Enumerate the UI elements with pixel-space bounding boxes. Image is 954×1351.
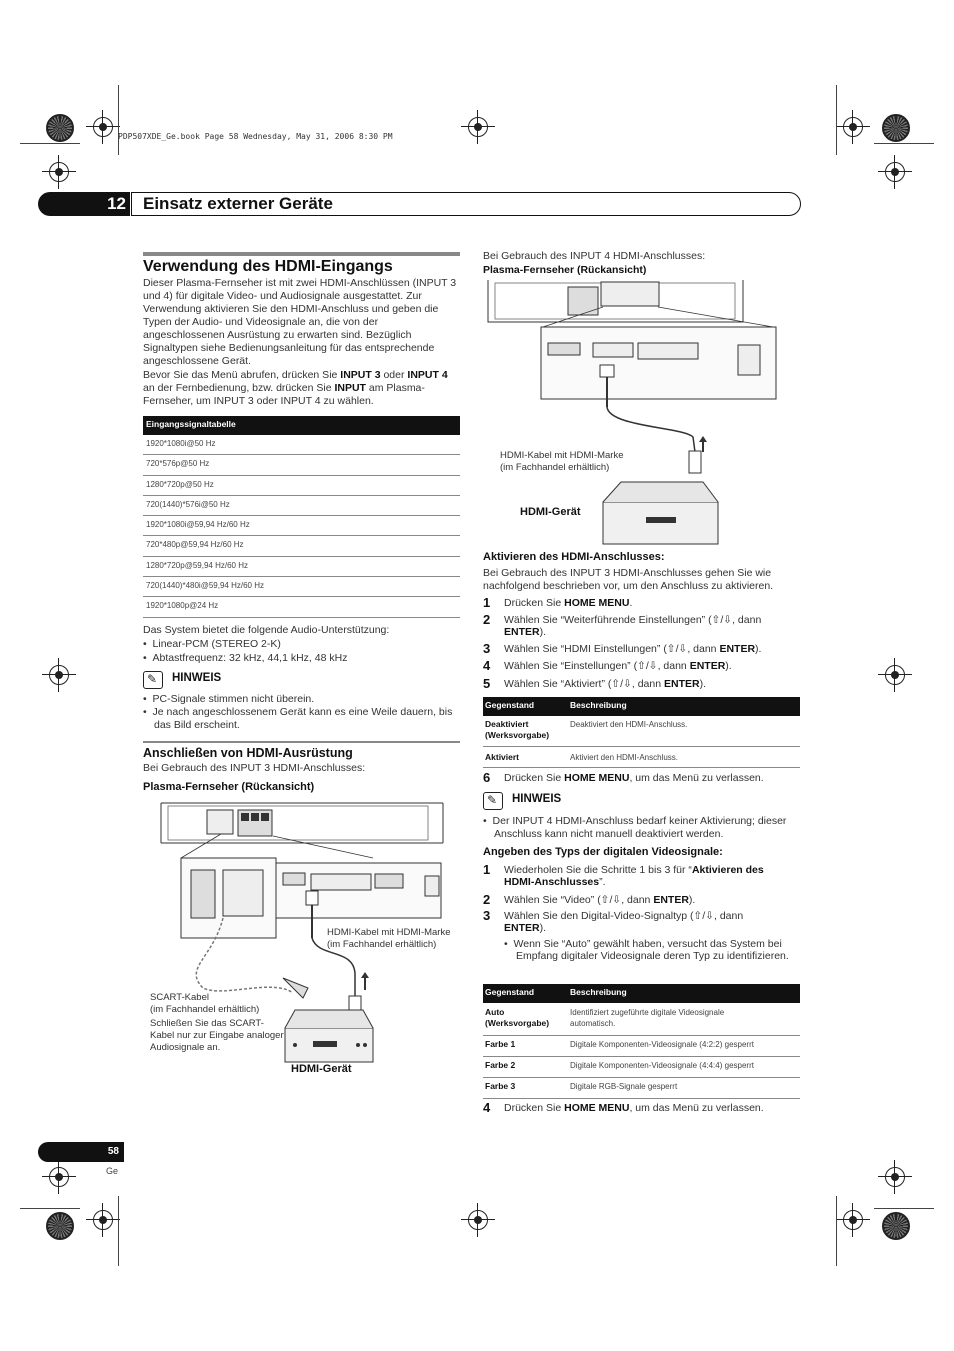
crosshair-icon	[878, 1160, 912, 1194]
activate-title: Aktivieren des HDMI-Anschlusses:	[483, 551, 665, 563]
right-diagram-label: Plasma-Fernseher (Rückansicht)	[483, 264, 647, 276]
table-cell: Digitale Komponenten-Videosignale (4:2:2) gesperrt	[570, 1040, 754, 1049]
subsection-title: Anschließen von HDMI-Ausrüstung	[143, 746, 353, 760]
registration-burst-icon	[882, 1212, 910, 1240]
audio-item: • Linear-PCM (STEREO 2-K)	[143, 638, 281, 650]
crosshair-icon	[461, 1203, 495, 1237]
section-title: Verwendung des HDMI-Eingangs	[143, 258, 393, 275]
table-row: 720*480p@59,94 Hz/60 Hz	[143, 536, 460, 556]
table-cell: Farbe 1	[485, 1039, 516, 1049]
subsection-intro: Bei Gebrauch des INPUT 3 HDMI-Anschlusses:	[143, 762, 366, 774]
note-heading: HINWEIS	[512, 793, 562, 805]
table-row: 1280*720p@59,94 Hz/60 Hz	[143, 557, 460, 577]
col-header: Gegenstand	[485, 987, 535, 997]
table-cell: Deaktiviert (Werksvorgabe)	[485, 719, 550, 740]
note-item: • Der INPUT 4 HDMI-Anschluss bedarf keiner Aktivierung; dieser Anschluss kann nicht manuell deaktiviert werden.	[483, 815, 787, 840]
table-row: 720(1440)*480i@59,94 Hz/60 Hz	[143, 577, 460, 597]
intro-text: Dieser Plasma-Fernseher ist mit zwei HDMI-Anschlüssen (INPUT 3 und 4) für digitale Video- und Audiosignale ausgestattet. Zur Verwendung aktivieren Sie den HDMI-Anschluss und geben die Typen der Audio- und Videosignale an, die von der angeschlossenen Ausrüstung zu erwarten sind. Bezüglich Signaltypen siehe Bedienungsanleitung für das entsprechende angeschlossene Gerät.	[143, 277, 457, 367]
section-bar	[143, 252, 460, 256]
signal-table-header: Eingangssignaltabelle	[143, 416, 460, 435]
note-heading: HINWEIS	[172, 672, 222, 684]
note-icon	[483, 792, 503, 810]
note-item: • PC-Signale stimmen nicht überein.	[143, 693, 315, 705]
right-intro: Bei Gebrauch des INPUT 4 HDMI-Anschlusses:	[483, 250, 706, 262]
scart-note: Schließen Sie das SCART-Kabel nur zur Eingabe analoger Audiosignale an.	[150, 1018, 284, 1053]
video-bullet: • Wenn Sie “Auto” gewählt haben, versucht das System bei Empfang digitaler Videosignale deren Typ zu identifizieren.	[504, 938, 789, 962]
registration-burst-icon	[882, 114, 910, 142]
table-cell: Aktiviert	[485, 752, 520, 762]
right-device-label: HDMI-Gerät	[520, 506, 581, 518]
crosshair-icon	[461, 110, 495, 144]
crosshair-icon	[86, 110, 120, 144]
table-cell: Digitale RGB-Signale gesperrt	[570, 1082, 678, 1091]
chapter-title: Einsatz externer Geräte	[143, 194, 333, 213]
video-table	[483, 984, 800, 1099]
registration-burst-icon	[46, 1212, 74, 1240]
print-meta: PDP507XDE_Ge.book Page 58 Wednesday, May 31, 2006 8:30 PM	[118, 132, 393, 141]
signal-table	[143, 416, 460, 618]
audio-intro: Das System bietet die folgende Audio-Unterstützung:	[143, 624, 390, 636]
table-row: 720(1440)*576i@50 Hz	[143, 496, 460, 516]
table-row: 1920*1080i@59,94 Hz/60 Hz	[143, 516, 460, 536]
crosshair-icon	[42, 1160, 76, 1194]
note-item: • Je nach angeschlossenem Gerät kann es eine Weile dauern, bis das Bild erscheint.	[143, 706, 453, 731]
activate-intro: Bei Gebrauch des INPUT 3 HDMI-Anschlusses gehen Sie wie nachfolgend beschrieben vor, um den Anschluss zu aktivieren.	[483, 567, 774, 592]
table-cell: Identifiziert zugeführte digitale Videosignale automatisch.	[570, 1008, 725, 1028]
crosshair-icon	[86, 1203, 120, 1237]
page-number: 58	[38, 1142, 124, 1162]
crosshair-icon	[42, 155, 76, 189]
page-lang: Ge	[106, 1166, 119, 1176]
audio-item: • Abtastfrequenz: 32 kHz, 44,1 kHz, 48 kHz	[143, 652, 348, 664]
note-icon	[143, 671, 163, 689]
table-cell: Farbe 2	[485, 1060, 516, 1070]
crosshair-icon	[836, 1203, 870, 1237]
table-row: 720*576p@50 Hz	[143, 455, 460, 475]
table-cell: Aktiviert den HDMI-Anschluss.	[570, 753, 679, 762]
chapter-number: 12	[38, 192, 130, 216]
menu-text: Bevor Sie das Menü abrufen, drücken Sie INPUT 3 oder INPUT 4 an der Fernbedienung, bzw. drücken Sie INPUT am Plasma-Fernseher, um INPUT 3 oder INPUT 4 zu wählen.	[143, 369, 448, 407]
device-label: HDMI-Gerät	[291, 1063, 352, 1075]
crosshair-icon	[836, 110, 870, 144]
table-row: 1920*1080i@50 Hz	[143, 435, 460, 455]
crosshair-icon	[878, 658, 912, 692]
col-header: Beschreibung	[570, 700, 627, 710]
hdmi-table	[483, 697, 800, 768]
table-cell: Digitale Komponenten-Videosignale (4:4:4) gesperrt	[570, 1061, 754, 1070]
subsection-bar	[143, 741, 460, 743]
crosshair-icon	[878, 155, 912, 189]
col-header: Beschreibung	[570, 987, 627, 997]
cable-label: HDMI-Kabel mit HDMI-Marke (im Fachhandel erhältlich)	[327, 927, 451, 950]
crosshair-icon	[42, 658, 76, 692]
diagram-label: Plasma-Fernseher (Rückansicht)	[143, 781, 315, 793]
table-cell: Auto (Werksvorgabe)	[485, 1007, 550, 1028]
registration-burst-icon	[46, 114, 74, 142]
right-cable-label: HDMI-Kabel mit HDMI-Marke (im Fachhandel erhältlich)	[500, 450, 624, 473]
video-title: Angeben des Typs der digitalen Videosignale:	[483, 846, 723, 858]
col-header: Gegenstand	[485, 700, 535, 710]
table-row: 1280*720p@50 Hz	[143, 476, 460, 496]
table-cell: Farbe 3	[485, 1081, 516, 1091]
table-row: 1920*1080p@24 Hz	[143, 597, 460, 617]
table-cell: Deaktiviert den HDMI-Anschluss.	[570, 720, 688, 729]
scart-label: SCART-Kabel (im Fachhandel erhältlich)	[150, 992, 260, 1015]
